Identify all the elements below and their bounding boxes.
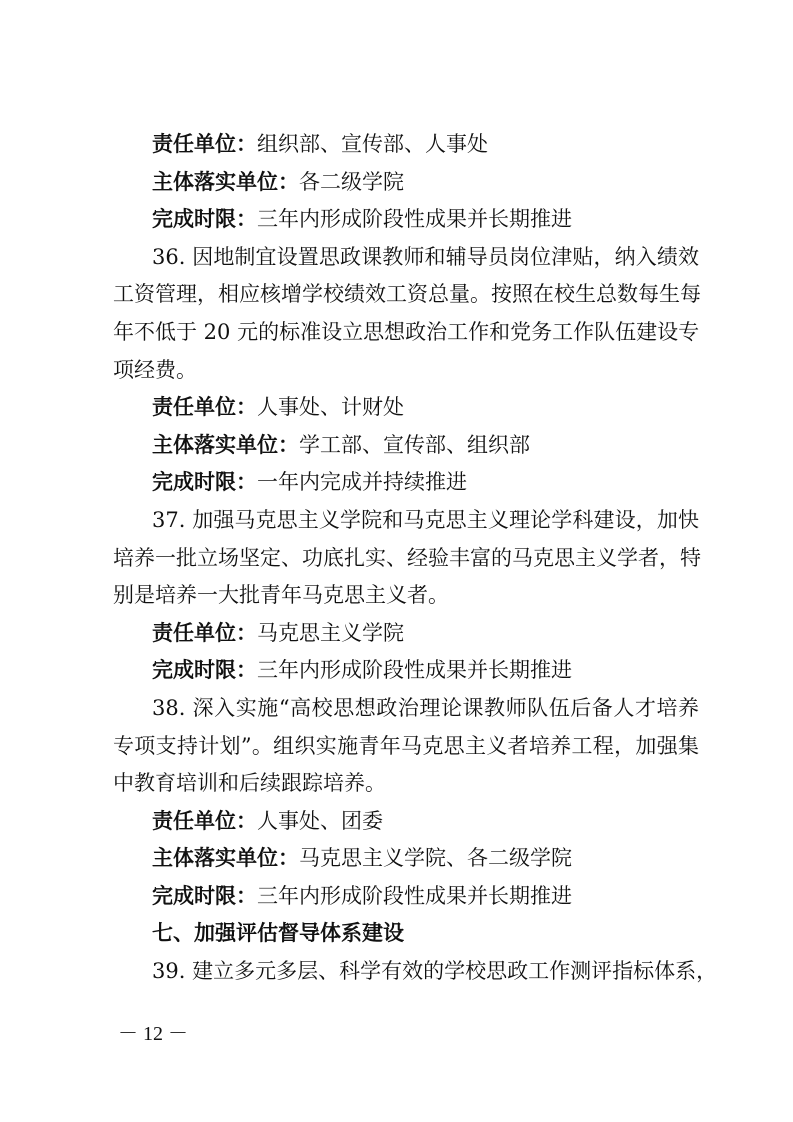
field-value: 三年内形成阶段性成果并长期推进 [257,207,572,232]
paragraph-line: 37. 加强马克思主义学院和马克思主义理论学科建设，加快 [152,507,699,532]
field-deadline [113,652,699,690]
field-value: 人事处、团委 [257,808,383,833]
field-deadline [113,464,699,502]
paragraph-line: 项经费。 [113,357,197,382]
paragraph-line: 39. 建立多元多层、科学有效的学校思政工作测评指标体系， [152,959,718,984]
field-value: 人事处、计财处 [257,395,404,420]
field-label: 责任单位： [152,132,257,156]
paragraph-line: 工资管理，相应核增学校绩效工资总量。按照在校生总数每生每 [113,282,701,307]
paragraph-line: 别是培养一大批青年马克思主义者。 [113,583,449,608]
field-label: 责任单位： [152,808,257,833]
field-value: 组织部、宣传部、人事处 [257,132,488,156]
field-responsible-unit [113,615,699,653]
field-value: 马克思主义学院、各二级学院 [299,846,572,871]
field-label: 完成时限： [152,470,257,495]
document-body [113,126,718,991]
field-implementing-unit [113,840,699,878]
field-value: 三年内形成阶段性成果并长期推进 [257,883,572,908]
paragraph-line: 36. 因地制宜设置思政课教师和辅导员岗位津贴，纳入绩效 [152,244,699,269]
paragraph-line: 38. 深入实施“高校思想政治理论课教师队伍后备人才培养 [152,695,699,720]
paragraph-line: 年不低于 20 元的标准设立思想政治工作和党务工作队伍建设专 [113,319,700,344]
section-heading: 七、加强评估督导体系建设 [152,921,404,946]
field-label: 主体落实单位： [152,432,299,457]
field-label: 完成时限： [152,658,257,683]
field-label: 责任单位： [152,620,257,645]
field-value: 马克思主义学院 [257,620,404,645]
field-responsible-unit [113,126,699,164]
page-number: － 12 － [118,1023,188,1045]
paragraph-line: 培养一批立场坚定、功底扎实、经验丰富的马克思主义学者，特 [113,545,701,570]
field-implementing-unit [113,427,699,465]
field-responsible-unit [113,803,699,841]
field-deadline [113,878,699,916]
paragraph-item-37 [113,502,699,615]
field-value: 一年内完成并持续推进 [257,470,467,495]
field-deadline [113,201,699,239]
paragraph-item-38 [113,690,699,803]
paragraph-line: 中教育培训和后续跟踪培养。 [113,771,386,796]
paragraph-line: 专项支持计划”。组织实施青年马克思主义者培养工程，加强集 [113,733,699,758]
field-value: 三年内形成阶段性成果并长期推进 [257,658,572,683]
field-label: 完成时限： [152,207,257,232]
paragraph-item-36 [113,239,699,389]
field-value: 学工部、宣传部、组织部 [299,432,530,457]
field-value: 各二级学院 [299,169,404,194]
field-label: 责任单位： [152,395,257,420]
field-implementing-unit [113,164,699,202]
field-responsible-unit [113,389,699,427]
field-label: 完成时限： [152,883,257,908]
paragraph-item-39 [113,953,718,991]
field-label: 主体落实单位： [152,169,299,194]
field-label: 主体落实单位： [152,846,299,871]
